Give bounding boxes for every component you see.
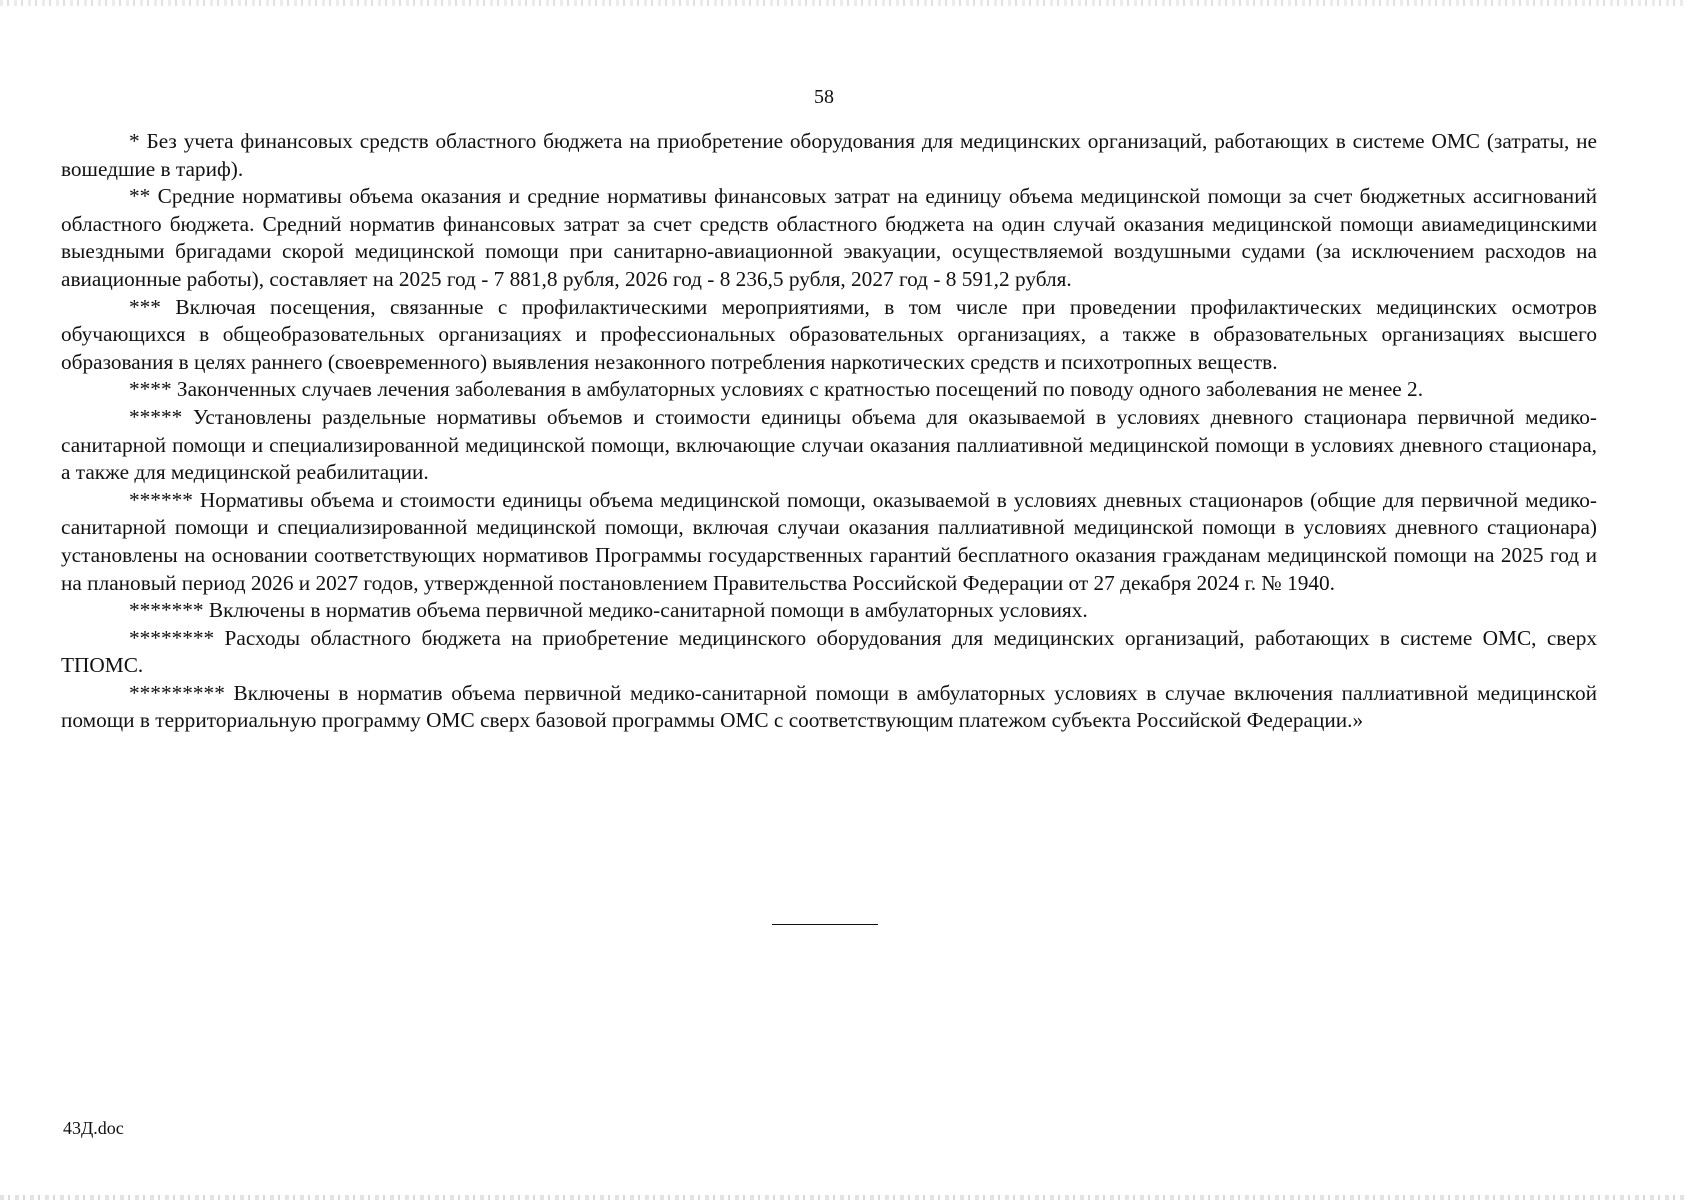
page-number: 58 (814, 86, 834, 108)
footnote-8: ******** Расходы областного бюджета на приобретение медицинского оборудования для медицинских организаций, работающих в системе ОМС, сверх ТПОМС. (61, 625, 1597, 678)
footnote-9: ********* Включены в норматив объема первичной медико-санитарной помощи в амбулаторных условиях в случае включения паллиативной медицинской помощи в территориальную программу ОМС сверх базовой программы ОМС с соответствующим платежом субъекта Российской Федерации.» (61, 680, 1597, 733)
footnotes-section (61, 128, 1597, 735)
scan-edge-bottom (0, 1195, 1686, 1200)
scan-edge-top (0, 0, 1686, 6)
file-name-label: 43Д.doc (63, 1118, 124, 1138)
footnote-2: ** Средние нормативы объема оказания и средние нормативы финансовых затрат на единицу объема медицинской помощи за счет бюджетных ассигнований областного бюджета. Средний норматив финансовых затрат за счет средств областного бюджета на один случай оказания медицинской помощи авиамедицинскими выездными бригадами скорой медицинской помощи при санитарно-авиационной эвакуации, осуществляемой воздушными судами (за исключением расходов на авиационные работы), составляет на 2025 год - 7 881,8 рубля, 2026 год - 8 236,5 рубля, 2027 год - 8 591,2 рубля. (61, 184, 1597, 291)
footnote-7: ******* Включены в норматив объема первичной медико-санитарной помощи в амбулаторных условиях. (129, 598, 1088, 623)
footnote-1: * Без учета финансовых средств областного бюджета на приобретение оборудования для медицинских организаций, работающих в системе ОМС (затраты, не вошедшие в тариф). (61, 129, 1597, 181)
footnote-5: ***** Установлены раздельные нормативы объемов и стоимости единицы объема для оказываемой в условиях дневного стационара первичной медико-санитарной помощи и специализированной медицинской помощи, включающие случаи оказания паллиативной медицинской помощи в условиях дневного стационара, а также для медицинской реабилитации. (61, 404, 1597, 485)
footnote-4: **** Законченных случаев лечения заболевания в амбулаторных условиях с кратностью посещений по поводу одного заболевания не менее 2. (129, 377, 1424, 402)
footnote-3: *** Включая посещения, связанные с профилактическими мероприятиями, в том числе при проведении профилактических медицинских осмотров обучающихся в общеобразовательных организациях и профессиональных образовательных организациях, а также в образовательных организациях высшего образования в целях раннего (своевременного) выявления незаконного потребления наркотических средств и психотропных веществ. (61, 294, 1597, 374)
footnote-6: ****** Нормативы объема и стоимости единицы объема медицинской помощи, оказываемой в условиях дневных стационаров (общие для первичной медико-санитарной помощи и специализированной медицинской помощи, включая случаи оказания паллиативной медицинской помощи в условиях дневного стационара) установлены на основании соответствующих нормативов Программы государственных гарантий бесплатного оказания гражданам медицинской помощи на 2025 год и на плановый период 2026 и 2027 годов, утвержденной постановлением Правительства Российской Федерации от 27 декабря 2024 г. № 1940. (61, 487, 1597, 595)
end-divider-line (772, 924, 878, 925)
